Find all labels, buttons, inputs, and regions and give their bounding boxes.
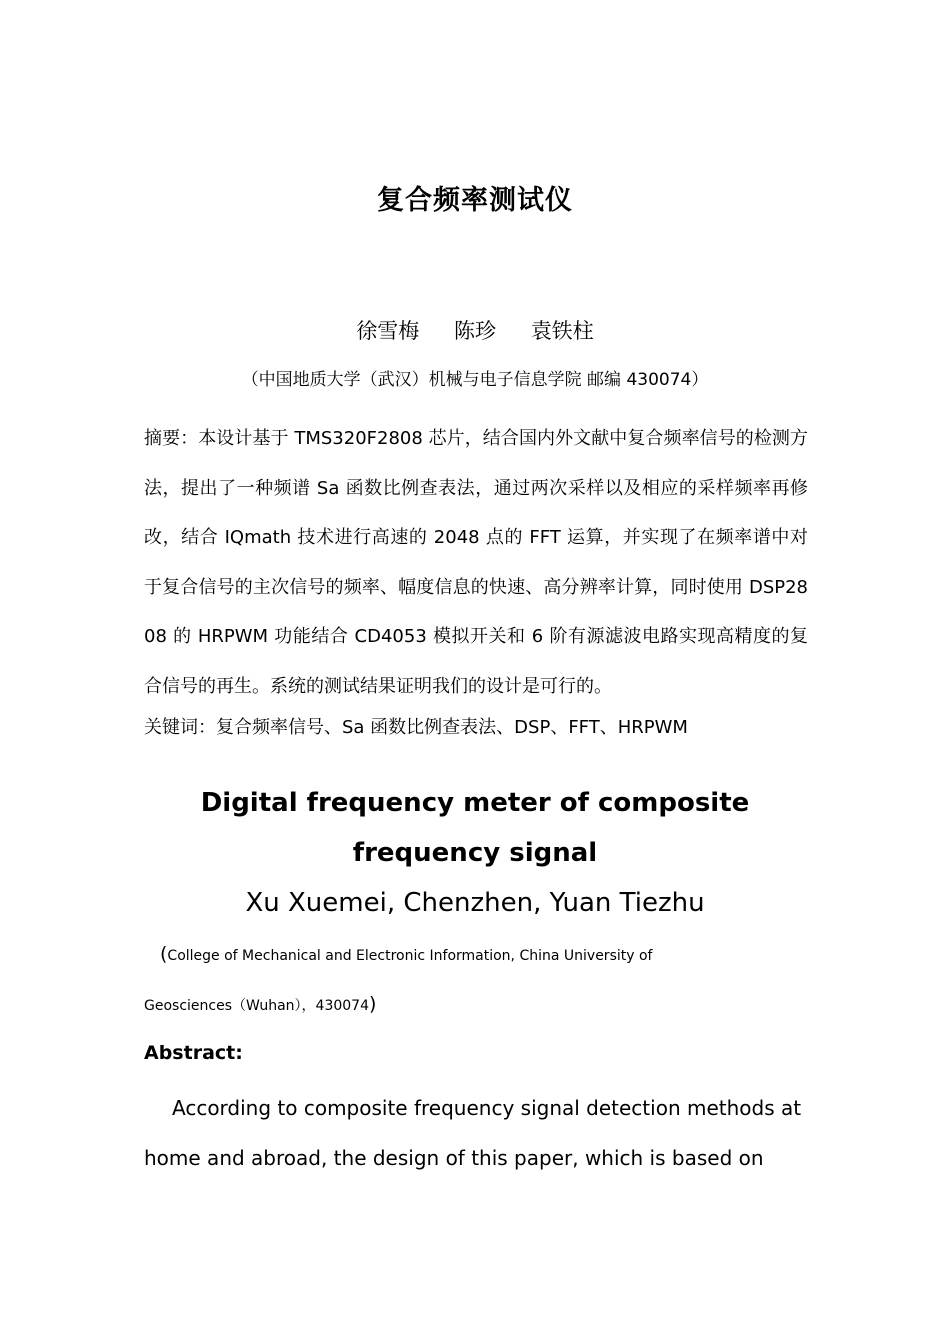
- author-1: 徐雪梅: [356, 319, 420, 343]
- affiliation-text-2: Geosciences（Wuhan），430074: [144, 998, 369, 1014]
- chinese-abstract: 摘要：本设计基于 TMS320F2808 芯片，结合国内外文献中复合频率信号的检测方法，提出了一种频谱 Sa 函数比例查表法，通过两次采样以及相应的采样频率再修改，结合 IQmath 技术进行高速的 2048 点的 FFT 运算，并实现了在频率谱中对于复合信号的主次信号的频率、幅度信息的快速、高分辨率计算，同时使用 DSP2808 的 HRPWM 功能结合 CD4053 模拟开关和 6 阶有源滤波电路实现高精度的复合信号的再生。系统的测试结果证明我们的设计是可行的。: [144, 428, 808, 697]
- open-paren: (: [160, 943, 168, 965]
- close-paren: ): [368, 993, 377, 1015]
- english-title: Digital frequency meter of composite frequency signal: [200, 788, 750, 868]
- author-3: 袁铁柱: [530, 319, 594, 343]
- chinese-authors: [0, 314, 950, 348]
- english-affiliation-line-2: [144, 989, 376, 1021]
- english-abstract-heading: Abstract:: [144, 1042, 243, 1064]
- english-abstract: [144, 1083, 802, 1183]
- abstract-line-2: home and abroad, the design of this paper, which is based on: [144, 1146, 764, 1170]
- english-affiliation-line-1: [160, 939, 652, 971]
- chinese-title: 复合频率测试仪: [377, 185, 573, 216]
- affiliation-text-1: College of Mechanical and Electronic Information, China University of: [167, 948, 653, 964]
- english-authors: Xu Xuemei, Chenzhen, Yuan Tiezhu: [245, 888, 705, 918]
- chinese-keywords: 关键词：复合频率信号、Sa 函数比例查表法、DSP、FFT、HRPWM: [144, 717, 688, 738]
- abstract-line-1: According to composite frequency signal detection methods at: [172, 1096, 802, 1120]
- chinese-affiliation: （中国地质大学（武汉）机械与电子信息学院 邮编 430074）: [241, 370, 709, 390]
- author-2: 陈珍: [454, 319, 496, 343]
